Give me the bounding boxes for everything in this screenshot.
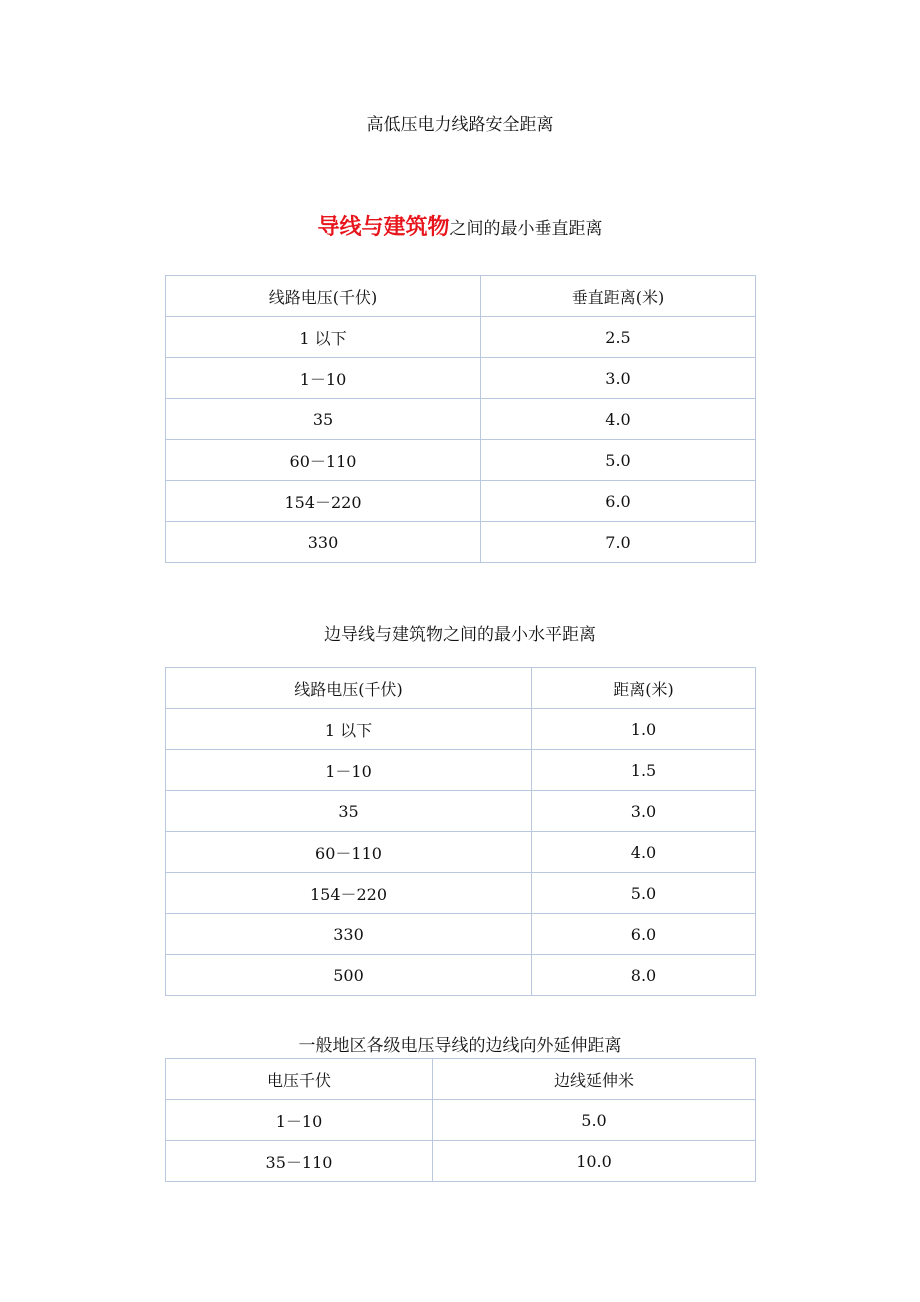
section1-title-rest: 之间的最小垂直距离 bbox=[449, 219, 603, 239]
vertical-distance-table bbox=[165, 275, 756, 563]
table-row bbox=[166, 832, 756, 873]
voltage-cell: 1－10 bbox=[166, 358, 481, 399]
horizontal-distance-table bbox=[165, 667, 756, 996]
table-row bbox=[166, 440, 756, 481]
voltage-cell: 60－110 bbox=[166, 440, 481, 481]
table-row bbox=[166, 399, 756, 440]
table-row bbox=[166, 522, 756, 563]
table-header-row bbox=[166, 1059, 756, 1100]
section1-title-highlight: 导线与建筑物 bbox=[317, 215, 450, 240]
header-cell: 线路电压(千伏) bbox=[166, 276, 481, 317]
header-cell: 电压千伏 bbox=[166, 1059, 433, 1100]
distance-cell: 3.0 bbox=[532, 791, 756, 832]
header-cell: 线路电压(千伏) bbox=[166, 668, 532, 709]
voltage-cell: 330 bbox=[166, 522, 481, 563]
header-cell: 边线延伸米 bbox=[433, 1059, 756, 1100]
table-row bbox=[166, 358, 756, 399]
voltage-cell: 1－10 bbox=[166, 1100, 433, 1141]
table-row bbox=[166, 750, 756, 791]
voltage-cell: 35 bbox=[166, 399, 481, 440]
voltage-cell: 154－220 bbox=[166, 481, 481, 522]
distance-cell: 4.0 bbox=[532, 832, 756, 873]
distance-cell: 5.0 bbox=[481, 440, 756, 481]
voltage-cell: 500 bbox=[166, 955, 532, 996]
table-row bbox=[166, 481, 756, 522]
distance-cell: 5.0 bbox=[532, 873, 756, 914]
distance-cell: 8.0 bbox=[532, 955, 756, 996]
distance-cell: 6.0 bbox=[481, 481, 756, 522]
header-cell: 垂直距离(米) bbox=[481, 276, 756, 317]
distance-cell: 6.0 bbox=[532, 914, 756, 955]
distance-cell: 1.0 bbox=[532, 709, 756, 750]
table-row bbox=[166, 709, 756, 750]
voltage-cell: 154－220 bbox=[166, 873, 532, 914]
voltage-cell: 1 以下 bbox=[166, 709, 532, 750]
distance-cell: 5.0 bbox=[433, 1100, 756, 1141]
distance-cell: 10.0 bbox=[433, 1141, 756, 1182]
table-row bbox=[166, 955, 756, 996]
distance-cell: 3.0 bbox=[481, 358, 756, 399]
section2-title: 边导线与建筑物之间的最小水平距离 bbox=[324, 625, 596, 645]
document-title: 高低压电力线路安全距离 bbox=[366, 115, 554, 135]
table-row bbox=[166, 1100, 756, 1141]
table-row bbox=[166, 317, 756, 358]
table-header-row bbox=[166, 276, 756, 317]
extension-distance-table bbox=[165, 1058, 756, 1182]
voltage-cell: 1－10 bbox=[166, 750, 532, 791]
table-row bbox=[166, 1141, 756, 1182]
table-row bbox=[166, 791, 756, 832]
distance-cell: 4.0 bbox=[481, 399, 756, 440]
header-cell: 距离(米) bbox=[532, 668, 756, 709]
distance-cell: 1.5 bbox=[532, 750, 756, 791]
voltage-cell: 1 以下 bbox=[166, 317, 481, 358]
voltage-cell: 330 bbox=[166, 914, 532, 955]
distance-cell: 2.5 bbox=[481, 317, 756, 358]
voltage-cell: 35 bbox=[166, 791, 532, 832]
table-row bbox=[166, 873, 756, 914]
section1-title bbox=[0, 216, 920, 241]
distance-cell: 7.0 bbox=[481, 522, 756, 563]
table-header-row bbox=[166, 668, 756, 709]
voltage-cell: 60－110 bbox=[166, 832, 532, 873]
voltage-cell: 35－110 bbox=[166, 1141, 433, 1182]
section3-title: 一般地区各级电压导线的边线向外延伸距离 bbox=[298, 1036, 622, 1056]
table-row bbox=[166, 914, 756, 955]
